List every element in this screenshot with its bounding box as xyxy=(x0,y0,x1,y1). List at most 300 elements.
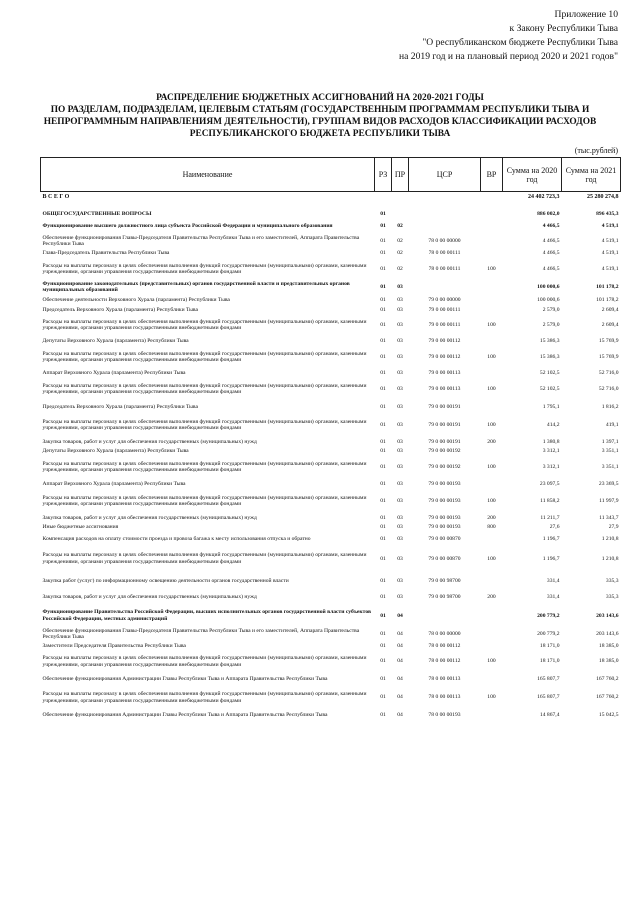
cell-vr xyxy=(481,234,503,249)
table-row xyxy=(41,249,621,259)
cell-csr: 79 0 00 00193 xyxy=(428,498,461,505)
cell-pr: 04 xyxy=(397,631,403,638)
cell-pr: 03 xyxy=(397,577,403,584)
cell-name: Расходы на выплаты персоналу в целях обеспечения выполнения функций государственными (муниципальными) органами, казенными учреждениями, органами управления государственными внебюджетными фондами xyxy=(42,494,367,508)
cell-pr: 04 xyxy=(397,676,403,683)
cell-name: Обеспечение деятельности Верховного Хурала (парламента) Республики Тыва xyxy=(42,296,230,303)
cell-vr: 800 xyxy=(487,524,496,531)
cell-rz: 01 xyxy=(380,594,386,601)
cell-sum-2020: 200 779,2 xyxy=(537,612,560,619)
cell-pr: 03 xyxy=(397,535,403,542)
cell-sum-2020: 1 795,1 xyxy=(542,403,560,410)
cell-pr: 03 xyxy=(397,296,403,303)
cell-name: Компенсация расходов на оплату стоимости проезда и провоза багажа к месту использования отпуска и обратно xyxy=(42,535,311,542)
cell-pr: 03 xyxy=(397,403,403,410)
cell-csr: 78 0 00 00111 xyxy=(428,250,461,257)
cell-name: Обеспечение функционирования Главы-Председателя Правительства Республики Тыва и его заместителей, Аппарата Правительства Республики Тыва xyxy=(42,234,360,248)
table-row xyxy=(41,305,621,315)
table-body xyxy=(41,192,621,724)
cell-rz: 01 xyxy=(380,370,386,377)
cell-sum-2021: 4 519,1 xyxy=(601,250,619,257)
cell-pr: 04 xyxy=(397,643,403,650)
cell-sum-2020: 100 000,6 xyxy=(537,296,560,303)
table-row xyxy=(41,219,621,234)
cell-pr: 03 xyxy=(397,514,403,521)
cell-pr: 04 xyxy=(397,712,403,719)
cell-name: Глава-Председатель Правительства Республики Тыва xyxy=(42,250,170,257)
table-row xyxy=(41,368,621,379)
cell-name: В С Е Г О xyxy=(42,193,70,200)
cell-sum-2020: 18 171,0 xyxy=(539,643,560,650)
cell-pr: 04 xyxy=(397,612,403,619)
cell-rz: 01 xyxy=(380,535,386,542)
table-header-row xyxy=(41,158,621,192)
cell-csr: 79 0 00 00192 xyxy=(428,464,461,471)
cell-sum-2020: 15 386,3 xyxy=(539,354,560,361)
cell-sum-2020: 52 102,5 xyxy=(539,386,560,393)
cell-csr xyxy=(409,605,481,627)
cell-rz: 01 xyxy=(380,438,386,445)
cell-sum-2021: 52 716,0 xyxy=(598,370,619,377)
cell-pr: 03 xyxy=(397,555,403,562)
cell-name: Расходы на выплаты персоналу в целях обеспечения выполнения функций государственными (муниципальными) органами, казенными учреждениями, органами управления государственными внебюджетными фондами xyxy=(42,690,367,704)
cell-sum-2020: 1 380,8 xyxy=(542,438,560,445)
table-row xyxy=(41,513,621,523)
table-row xyxy=(41,315,621,336)
appendix-line-2: к Закону Республики Тыва xyxy=(509,23,618,34)
cell-rz: 01 xyxy=(380,694,386,701)
cell-sum-2020: 165 807,7 xyxy=(537,694,560,701)
cell-rz: 01 xyxy=(380,448,386,455)
cell-vr xyxy=(481,368,503,379)
cell-pr: 03 xyxy=(397,283,403,290)
table-row xyxy=(41,280,621,295)
table-row xyxy=(41,642,621,651)
cell-name: Закупка товаров, работ и услуг для обеспечения государственных (муниципальных) нужд xyxy=(42,438,257,445)
cell-vr xyxy=(481,447,503,456)
cell-name: Депутаты Верховного Хурала (парламента) Республики Тыва xyxy=(42,338,189,345)
cell-name: Расходы на выплаты персоналу в целях обеспечения выполнения функций государственными (муниципальными) органами, казенными учреждениями, органами управления государственными внебюджетными фондами xyxy=(42,350,367,364)
cell-vr xyxy=(481,280,503,295)
cell-sum-2021: 101 178,2 xyxy=(596,296,619,303)
cell-name: Расходы на выплаты персоналу в целях обеспечения выполнения функций государственными (муниципальными) органами, казенными учреждениями, органами управления государственными внебюджетными фондами xyxy=(42,318,367,332)
cell-pr: 03 xyxy=(397,464,403,471)
cell-vr xyxy=(481,572,503,590)
table-row xyxy=(41,590,621,605)
cell-vr: 100 xyxy=(487,265,496,272)
cell-name: Закупка работ (услуг) по информационному освещению деятельности органов государственной власти xyxy=(42,577,289,584)
cell-name: Функционирование законодательных (представительных) органов государственной власти и представительных органов муниципальных образований xyxy=(42,280,350,294)
cell-rz xyxy=(375,192,392,203)
column-header-csr: ЦСР xyxy=(409,158,481,192)
table-row xyxy=(41,400,621,414)
cell-vr: 100 xyxy=(487,498,496,505)
cell-name: Расходы на выплаты персоналу в целях обеспечения выполнения функций государственными (муниципальными) органами, казенными учреждениями, органами управления государственными внебюджетными фондами xyxy=(42,382,367,396)
cell-csr: 79 0 00 00113 xyxy=(428,386,461,393)
cell-csr xyxy=(409,210,481,219)
cell-vr: 100 xyxy=(487,694,496,701)
table-row xyxy=(41,336,621,347)
cell-sum-2021 xyxy=(562,203,621,210)
cell-pr: 03 xyxy=(397,338,403,345)
title-line-2: ПО РАЗДЕЛАМ, ПОДРАЗДЕЛАМ, ЦЕЛЕВЫМ СТАТЬЯМ (ГОСУДАРСТВЕННЫМ ПРОГРАММАМ РЕСПУБЛИКИ ТЫВА И xyxy=(50,105,590,115)
cell-csr xyxy=(409,192,481,203)
cell-sum-2020: 52 102,5 xyxy=(539,370,560,377)
cell-name: ОБЩЕГОСУДАРСТВЕННЫЕ ВОПРОСЫ xyxy=(42,210,152,217)
cell-sum-2021: 2 609,4 xyxy=(601,322,619,329)
cell-rz: 01 xyxy=(380,481,386,488)
cell-rz: 01 xyxy=(380,403,386,410)
cell-sum-2020: 14 867,4 xyxy=(539,712,560,719)
cell-vr: 100 xyxy=(487,386,496,393)
cell-rz: 01 xyxy=(380,464,386,471)
cell-vr: 200 xyxy=(487,438,496,445)
cell-vr xyxy=(481,203,503,210)
cell-sum-2020 xyxy=(503,203,562,210)
cell-vr: 200 xyxy=(487,514,496,521)
cell-sum-2020: 331,4 xyxy=(546,594,560,601)
cell-csr: 79 0 00 00870 xyxy=(428,535,461,542)
cell-pr xyxy=(392,192,409,203)
cell-pr: 03 xyxy=(397,322,403,329)
cell-csr: 79 0 00 00192 xyxy=(428,448,461,455)
cell-pr: 02 xyxy=(397,237,403,244)
cell-sum-2020: 4 466,5 xyxy=(542,265,560,272)
cell-vr xyxy=(481,642,503,651)
cell-sum-2020: 11 211,7 xyxy=(540,514,560,521)
cell-csr xyxy=(409,203,481,210)
cell-sum-2020: 3 312,1 xyxy=(542,464,560,471)
cell-pr: 03 xyxy=(397,438,403,445)
column-header-vr: ВР xyxy=(481,158,503,192)
cell-csr: 78 0 00 00113 xyxy=(428,676,461,683)
cell-rz: 01 xyxy=(380,422,386,429)
column-header-sum-2020: Сумма на 2020 год xyxy=(503,158,562,192)
table-row xyxy=(41,479,621,490)
appendix-line-4: на 2019 год и на плановый период 2020 и 2021 годов" xyxy=(399,51,618,62)
cell-sum-2021: 11 997,9 xyxy=(599,498,619,505)
cell-csr: 79 0 00 00112 xyxy=(428,338,461,345)
cell-sum-2021: 4 519,1 xyxy=(601,237,619,244)
cell-name: Закупка товаров, работ и услуг для обеспечения государственных (муниципальных) нужд xyxy=(42,514,257,521)
cell-sum-2021: 15 769,9 xyxy=(598,338,619,345)
table-row xyxy=(41,414,621,437)
cell-sum-2021: 27,9 xyxy=(608,524,619,531)
cell-name: Расходы на выплаты персоналу в целях обеспечения выполнения функций государственными (муниципальными) органами, казенными учреждениями, органами управления государственными внебюджетными фондами xyxy=(42,552,367,565)
cell-rz: 01 xyxy=(380,676,386,683)
table-row xyxy=(41,295,621,305)
cell-pr: 03 xyxy=(397,386,403,393)
cell-rz: 01 xyxy=(380,498,386,505)
cell-rz: 01 xyxy=(380,612,386,619)
cell-name: Аппарат Верховного Хурала (парламента) Республики Тыва xyxy=(42,481,186,488)
cell-sum-2021: 3 351,1 xyxy=(601,464,619,471)
appendix-header xyxy=(198,8,618,64)
cell-csr: 79 0 00 00193 xyxy=(428,524,461,531)
cell-pr: 03 xyxy=(397,370,403,377)
column-header-name: Наименование xyxy=(41,158,375,192)
cell-sum-2020: 1 196,7 xyxy=(542,535,560,542)
cell-sum-2021: 15 769,9 xyxy=(598,354,619,361)
cell-pr: 03 xyxy=(397,524,403,531)
table-row xyxy=(41,523,621,532)
cell-sum-2020: 4 466,5 xyxy=(542,250,560,257)
section-row xyxy=(41,210,621,219)
cell-pr: 04 xyxy=(397,694,403,701)
cell-rz: 01 xyxy=(380,514,386,521)
cell-vr xyxy=(481,479,503,490)
table-row xyxy=(41,651,621,672)
cell-rz: 01 xyxy=(380,643,386,650)
cell-pr: 04 xyxy=(397,658,403,665)
cell-rz: 01 xyxy=(380,712,386,719)
table-row xyxy=(41,708,621,723)
title-line-1: РАСПРЕДЕЛЕНИЕ БЮДЖЕТНЫХ АССИГНОВАНИЙ НА 2020-2021 ГОДЫ xyxy=(156,93,484,103)
cell-name: Председатель Верховного Хурала (парламента) Республики Тыва xyxy=(42,306,198,313)
cell-sum-2021: 335,3 xyxy=(605,594,619,601)
cell-pr: 03 xyxy=(397,498,403,505)
cell-sum-2021: 335,3 xyxy=(605,577,619,584)
cell-rz: 01 xyxy=(380,386,386,393)
appendix-line-3: "О республиканском бюджете Республики Тыва xyxy=(422,37,618,48)
cell-sum-2021: 101 178,2 xyxy=(596,283,619,290)
cell-csr: 78 0 00 00113 xyxy=(428,694,461,701)
appendix-line-1: Приложение 10 xyxy=(554,9,618,20)
cell-rz xyxy=(375,203,392,210)
cell-rz: 01 xyxy=(380,577,386,584)
cell-name: Председатель Верховного Хурала (парламента) Республики Тыва xyxy=(42,403,198,410)
document-title xyxy=(40,92,600,140)
cell-vr xyxy=(481,219,503,234)
cell-sum-2020: 1 196,7 xyxy=(542,555,560,562)
cell-pr: 03 xyxy=(397,481,403,488)
cell-name: Заместители Председателя Правительства Республики Тыва xyxy=(42,643,186,650)
cell-sum-2020: 27,6 xyxy=(549,524,560,531)
cell-name: Обеспечение функционирования Главы-Председателя Правительства Республики Тыва и его заместителей, Аппарата Правительства Республики Тыва xyxy=(42,627,360,641)
cell-sum-2020: 18 171,0 xyxy=(539,658,560,665)
cell-csr: 79 0 00 98700 xyxy=(428,594,461,601)
table-row xyxy=(41,627,621,642)
table-row xyxy=(41,379,621,400)
cell-vr: 100 xyxy=(487,422,496,429)
cell-csr: 79 0 00 00000 xyxy=(428,296,461,303)
cell-rz: 01 xyxy=(380,265,386,272)
cell-name: Функционирование Правительства Российской Федерации, высших исполнительных органов государственной власти субъектов Российской Федерации, местных администраций xyxy=(42,609,371,622)
cell-pr xyxy=(392,203,409,210)
cell-name: Расходы на выплаты персоналу в целях обеспечения выполнения функций государственными (муниципальными) органами, казенными учреждениями, органами управления государственными внебюджетными фондами xyxy=(42,460,367,474)
cell-rz: 01 xyxy=(380,524,386,531)
cell-name: Расходы на выплаты персоналу в целях обеспечения выполнения функций государственными (муниципальными) органами, казенными учреждениями, органами управления государственными внебюджетными фондами xyxy=(42,418,367,432)
cell-rz: 01 xyxy=(380,283,386,290)
cell-csr xyxy=(409,280,481,295)
cell-sum-2020: 886 002,0 xyxy=(537,210,560,217)
table-row xyxy=(41,447,621,456)
cell-rz: 01 xyxy=(380,306,386,313)
cell-sum-2021: 1 210,8 xyxy=(601,535,619,542)
cell-vr: 100 xyxy=(487,658,496,665)
cell-sum-2020: 4 466,5 xyxy=(542,237,560,244)
cell-vr: 200 xyxy=(487,594,496,601)
cell-sum-2021: 896 435,3 xyxy=(596,210,619,217)
cell-sum-2021: 1 210,8 xyxy=(601,555,619,562)
cell-name: Функционирование высшего должностного лица субъекта Российской Федерации и муниципального образования xyxy=(42,222,333,229)
cell-pr: 03 xyxy=(397,448,403,455)
cell-vr xyxy=(481,400,503,414)
cell-sum-2021: 18 385,0 xyxy=(598,643,619,650)
table-row xyxy=(41,437,621,447)
cell-name: Депутаты Верховного Хурала (парламента) Республики Тыва xyxy=(42,448,189,455)
cell-rz: 01 xyxy=(380,322,386,329)
cell-rz: 01 xyxy=(380,222,386,229)
table-row xyxy=(41,687,621,708)
cell-sum-2021: 4 519,1 xyxy=(601,265,619,272)
cell-sum-2021: 1 397,1 xyxy=(601,438,619,445)
cell-name: Иные бюджетные ассигнования xyxy=(42,524,119,531)
cell-pr xyxy=(392,210,409,219)
cell-csr: 78 0 00 00000 xyxy=(428,631,461,638)
cell-vr xyxy=(481,627,503,642)
table-row xyxy=(41,532,621,546)
cell-csr: 78 0 00 00111 xyxy=(428,265,461,272)
table-row xyxy=(41,672,621,687)
table-row xyxy=(41,234,621,249)
cell-csr: 79 0 00 00113 xyxy=(428,370,461,377)
cell-sum-2021: 203 143,6 xyxy=(596,612,619,619)
cell-vr xyxy=(481,605,503,627)
cell-sum-2020: 11 858,2 xyxy=(540,498,560,505)
cell-csr: 79 0 00 00193 xyxy=(428,481,461,488)
title-line-4: РЕСПУБЛИКАНСКОГО БЮДЖЕТА РЕСПУБЛИКИ ТЫВА xyxy=(189,129,451,139)
cell-sum-2020: 4 466,5 xyxy=(542,222,560,229)
cell-sum-2020: 3 312,1 xyxy=(542,448,560,455)
total-row xyxy=(41,192,621,203)
cell-vr xyxy=(481,305,503,315)
cell-vr xyxy=(481,708,503,723)
cell-sum-2020: 23 097,5 xyxy=(539,481,560,488)
cell-csr: 79 0 00 00191 xyxy=(428,403,461,410)
cell-name: Аппарат Верховного Хурала (парламента) Республики Тыва xyxy=(42,370,186,377)
cell-name: Расходы на выплаты персоналу в целях обеспечения выполнения функций государственными (муниципальными) органами, казенными учреждениями, органами управления государственными внебюджетными фондами xyxy=(42,262,367,276)
budget-table xyxy=(40,157,621,723)
table-row xyxy=(41,546,621,572)
table-row xyxy=(41,490,621,513)
cell-sum-2020: 2 579,0 xyxy=(542,322,560,329)
cell-vr xyxy=(481,295,503,305)
column-header-sum-2021: Сумма на 2021 год xyxy=(562,158,621,192)
cell-pr: 03 xyxy=(397,306,403,313)
cell-name xyxy=(41,203,375,210)
title-line-3: НЕПРОГРАММНЫМ НАПРАВЛЕНИЯМ ДЕЯТЕЛЬНОСТИ), ГРУППАМ ВИДОВ РАСХОДОВ КЛАССИФИКАЦИИ РАСХОДОВ xyxy=(43,117,597,127)
table-row xyxy=(41,203,621,210)
cell-vr xyxy=(481,249,503,259)
cell-csr: 79 0 00 00870 xyxy=(428,555,461,562)
cell-sum-2021: 18 385,0 xyxy=(598,658,619,665)
cell-rz: 01 xyxy=(380,296,386,303)
cell-pr: 03 xyxy=(397,422,403,429)
cell-rz: 01 xyxy=(380,631,386,638)
cell-sum-2020: 165 807,7 xyxy=(537,676,560,683)
cell-name: Обеспечение функционирования Администрации Главы Республики Тыва и Аппарата Правительства Республики Тыва xyxy=(42,676,328,683)
cell-sum-2021: 167 760,2 xyxy=(596,676,619,683)
cell-sum-2020: 15 386,3 xyxy=(539,338,560,345)
cell-csr: 79 0 00 00111 xyxy=(428,322,461,329)
cell-vr xyxy=(481,192,503,203)
cell-csr: 79 0 00 98700 xyxy=(428,577,461,584)
cell-rz: 01 xyxy=(380,237,386,244)
cell-sum-2021: 419,1 xyxy=(605,422,619,429)
cell-csr: 78 0 00 00112 xyxy=(428,658,461,665)
cell-sum-2021: 25 280 274,8 xyxy=(587,193,619,200)
cell-rz: 01 xyxy=(380,658,386,665)
cell-vr: 100 xyxy=(487,555,496,562)
cell-vr: 100 xyxy=(487,464,496,471)
cell-pr: 02 xyxy=(397,222,403,229)
cell-name: Обеспечение функционирования Администрации Главы Республики Тыва и Аппарата Правительства Республики Тыва xyxy=(42,712,328,719)
cell-csr: 78 0 00 00000 xyxy=(428,237,461,244)
cell-rz: 01 xyxy=(380,210,386,217)
cell-csr: 79 0 00 00191 xyxy=(428,422,461,429)
cell-rz: 01 xyxy=(380,555,386,562)
cell-sum-2021: 15 042,5 xyxy=(598,712,619,719)
cell-vr: 100 xyxy=(487,322,496,329)
cell-sum-2021: 1 816,2 xyxy=(601,403,619,410)
cell-sum-2021: 4 519,1 xyxy=(601,222,619,229)
cell-rz: 01 xyxy=(380,354,386,361)
cell-name: Закупка товаров, работ и услуг для обеспечения государственных (муниципальных) нужд xyxy=(42,594,257,601)
cell-pr: 02 xyxy=(397,250,403,257)
cell-sum-2021: 52 716,0 xyxy=(598,386,619,393)
column-header-rz: РЗ xyxy=(375,158,392,192)
cell-sum-2021: 11 343,7 xyxy=(599,514,619,521)
cell-rz: 01 xyxy=(380,250,386,257)
cell-csr: 78 0 00 00193 xyxy=(428,712,461,719)
cell-sum-2021: 167 760,2 xyxy=(596,694,619,701)
cell-csr: 79 0 00 00112 xyxy=(428,354,461,361)
cell-sum-2020: 100 000,6 xyxy=(537,283,560,290)
cell-pr: 02 xyxy=(397,265,403,272)
cell-csr xyxy=(409,219,481,234)
table-row xyxy=(41,605,621,627)
cell-sum-2021: 2 609,4 xyxy=(601,306,619,313)
column-header-pr: ПР xyxy=(392,158,409,192)
cell-vr xyxy=(481,532,503,546)
cell-sum-2020: 414,2 xyxy=(546,422,560,429)
cell-sum-2020: 200 779,2 xyxy=(537,631,560,638)
cell-csr: 79 0 00 00191 xyxy=(428,438,461,445)
cell-name: Расходы на выплаты персоналу в целях обеспечения выполнения функций государственными (муниципальными) органами, казенными учреждениями, органами управления государственными внебюджетными фондами xyxy=(42,654,367,668)
table-row xyxy=(41,572,621,590)
cell-sum-2021: 23 369,5 xyxy=(598,481,619,488)
cell-csr: 79 0 00 00193 xyxy=(428,514,461,521)
units-label: (тыс.рублей) xyxy=(574,146,618,155)
cell-vr xyxy=(481,210,503,219)
cell-vr: 100 xyxy=(487,354,496,361)
cell-sum-2020: 24 402 723,3 xyxy=(528,193,560,200)
cell-sum-2020: 331,4 xyxy=(546,577,560,584)
table-row xyxy=(41,347,621,368)
cell-sum-2021: 203 143,6 xyxy=(596,631,619,638)
cell-vr xyxy=(481,336,503,347)
cell-pr: 03 xyxy=(397,354,403,361)
cell-rz: 01 xyxy=(380,338,386,345)
cell-csr: 78 0 00 00112 xyxy=(428,643,461,650)
cell-vr xyxy=(481,672,503,687)
cell-sum-2021: 3 351,1 xyxy=(601,448,619,455)
table-row xyxy=(41,259,621,280)
cell-sum-2020: 2 579,0 xyxy=(542,306,560,313)
cell-csr: 79 0 00 00111 xyxy=(428,306,461,313)
table-row xyxy=(41,456,621,479)
